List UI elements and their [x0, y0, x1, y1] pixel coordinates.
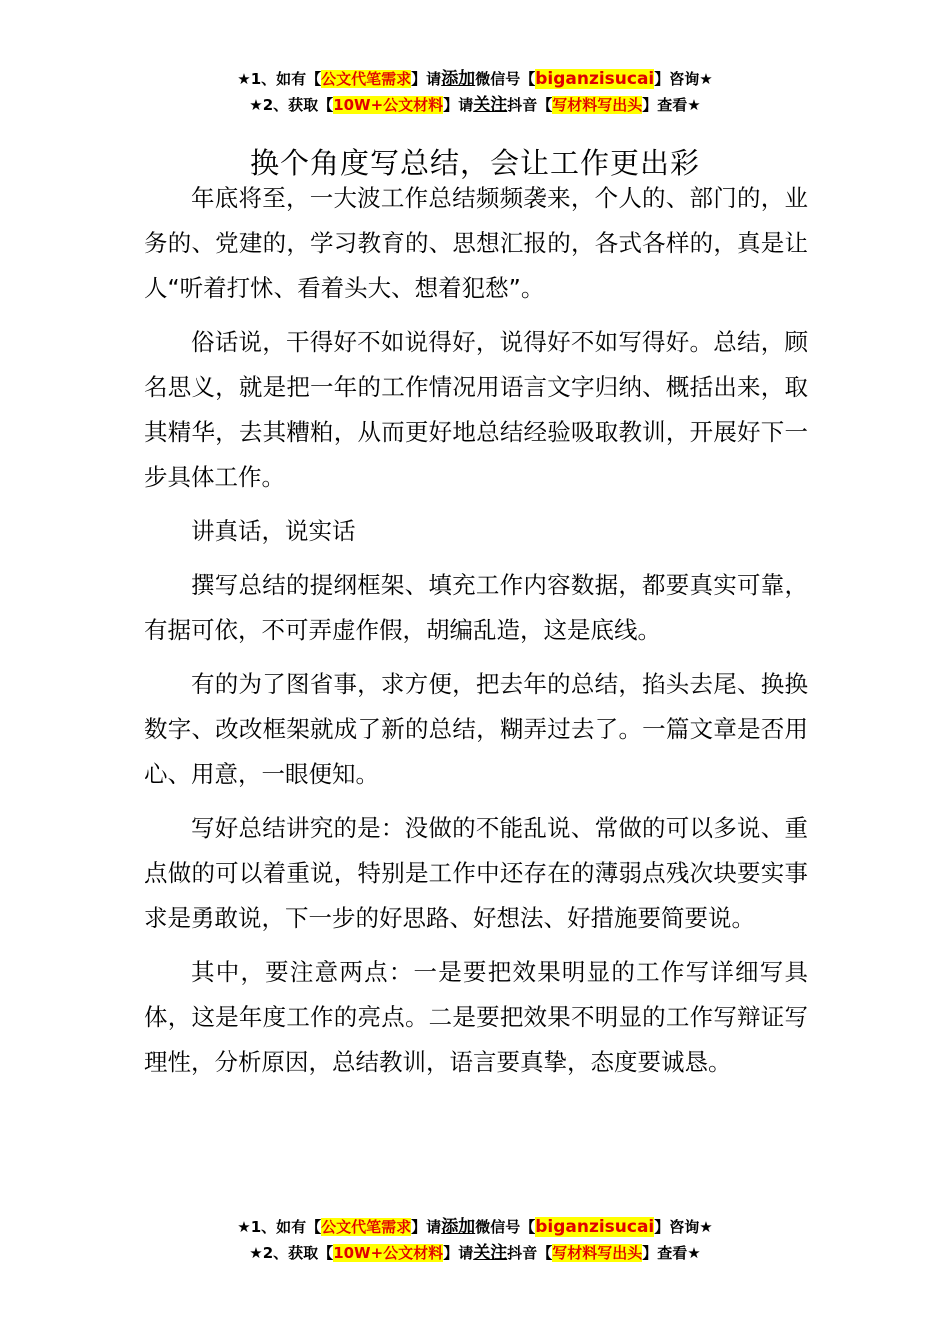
banner-text: 】咨询★	[654, 70, 713, 88]
banner-line-1	[0, 66, 950, 92]
section-heading: 讲真话，说实话	[191, 517, 356, 545]
banner-wechat-id: biganzisucai	[535, 1217, 655, 1237]
paragraph: 撰写总结的提纲框架、填充工作内容数据，都要真实可靠，有据可依，不可弄虚作假，胡编乱造，这是底线。	[144, 571, 808, 644]
banner-douyin-id: 写材料写出头	[552, 1244, 643, 1262]
banner-line-2	[0, 92, 950, 118]
banner-text: 2、获取【	[262, 96, 334, 114]
banner-douyin-id: 写材料写出头	[552, 96, 643, 114]
banner-text: 】请	[411, 70, 442, 88]
footer-banner	[0, 1214, 950, 1266]
banner-text: 2、获取【	[262, 1244, 334, 1262]
banner-text: 】请	[443, 1244, 474, 1262]
banner-line-2	[0, 1240, 950, 1266]
banner-text: 抖音【	[507, 1244, 553, 1262]
banner-text: 】请	[411, 1218, 442, 1236]
banner-wechat-id: biganzisucai	[535, 69, 655, 89]
paragraph: 俗话说，干得好不如说得好，说得好不如写得好。总结，顾名思义，就是把一年的工作情况用语言文字归纳、概括出来，取其精华，去其糟粕，从而更好地总结经验吸取教训，开展好下一步具体工作。	[144, 328, 808, 491]
banner-text: 】请	[443, 96, 474, 114]
banner-text: 微信号【	[475, 70, 536, 88]
banner-highlight: 10W+公文材料	[333, 96, 444, 114]
banner-text: 1、如有【	[250, 1218, 322, 1236]
paragraph: 写好总结讲究的是：没做的不能乱说、常做的可以多说、重点做的可以着重说，特别是工作中还存在的薄弱点残次块要实事求是勇敢说，下一步的好思路、好想法、好措施要简要说。	[144, 814, 808, 932]
header-banner	[0, 66, 950, 118]
banner-line-1	[0, 1214, 950, 1240]
banner-text: 】查看★	[642, 96, 701, 114]
banner-text: 抖音【	[507, 96, 553, 114]
banner-emphasis: 添加	[441, 69, 476, 89]
paragraph: 有的为了图省事，求方便，把去年的总结，掐头去尾、换换数字、改改框架就成了新的总结，糊弄过去了。一篇文章是否用心、用意，一眼便知。	[144, 670, 808, 788]
banner-text: 】咨询★	[654, 1218, 713, 1236]
banner-highlight: 10W+公文材料	[333, 1244, 444, 1262]
paragraph: 其中，要注意两点：一是要把效果明显的工作写详细写具体，这是年度工作的亮点。二是要把效果不明显的工作写辩证写理性，分析原因，总结教训，语言要真挚，态度要诚恳。	[144, 958, 808, 1076]
star-icon: ★	[249, 96, 263, 114]
banner-emphasis: 关注	[473, 95, 508, 115]
banner-text: 1、如有【	[250, 70, 322, 88]
star-icon: ★	[237, 1218, 251, 1236]
banner-highlight: 公文代笔需求	[321, 1218, 412, 1236]
banner-highlight: 公文代笔需求	[321, 70, 412, 88]
banner-emphasis: 关注	[473, 1243, 508, 1263]
document-title: 换个角度写总结，会让工作更出彩	[249, 146, 700, 181]
banner-text: 微信号【	[475, 1218, 536, 1236]
star-icon: ★	[237, 70, 251, 88]
document-body	[144, 176, 808, 1094]
banner-text: 】查看★	[642, 1244, 701, 1262]
banner-emphasis: 添加	[441, 1217, 476, 1237]
paragraph: 年底将至，一大波工作总结频频袭来，个人的、部门的，业务的、党建的，学习教育的、思想汇报的，各式各样的，真是让人“听着打怵、看着头大、想着犯愁”。	[144, 184, 808, 302]
star-icon: ★	[249, 1244, 263, 1262]
